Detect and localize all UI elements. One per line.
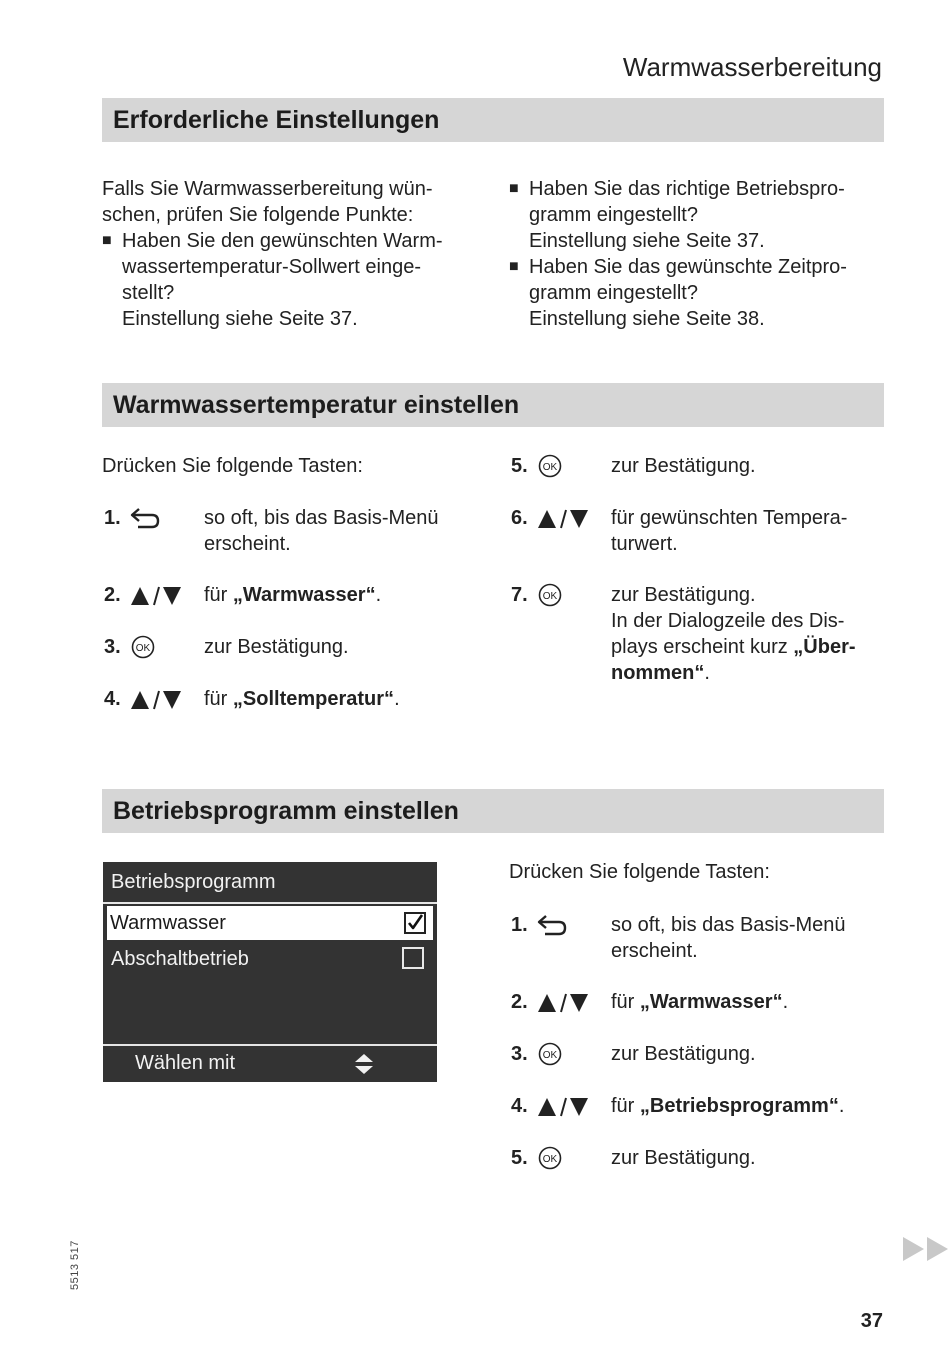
step-text: für „Solltemperatur“. [204,688,400,710]
step-keyword: nommen“ [611,662,705,684]
back-arrow-icon [537,913,567,937]
instruction-intro: Drücken Sie folgende Tasten: [509,861,770,883]
bullet-square: ■ [509,258,519,275]
page-number: 37 [860,1310,883,1332]
checkbox-checked[interactable] [404,912,426,934]
bullet-text: Einstellung siehe Seite 37. [529,230,765,252]
bullet-text: Haben Sie das gewünschte Zeitpro- [529,256,847,278]
bullet-text: wassertemperatur-Sollwert einge- [122,256,422,278]
step-text: In der Dialogzeile des Dis- [611,610,845,632]
step-number: 1. [511,914,528,936]
step-keyword: „Warmwasser“ [232,584,376,606]
step-number: 4. [511,1095,528,1117]
bullet-text: gramm eingestellt? [529,282,698,304]
bullet-text: Haben Sie den gewünschten Warm- [122,230,443,252]
step-keyword: „Über- [793,636,856,658]
instruction-intro: Drücken Sie folgende Tasten: [102,455,363,477]
step-number: 3. [104,636,121,658]
display-title: Betriebsprogramm [111,871,276,893]
intro-line: Falls Sie Warmwasserbereitung wün- [102,178,433,200]
step-text: erscheint. [204,533,291,555]
step-text: plays erscheint kurz „Über- [611,636,856,658]
svg-text:OK: OK [542,462,558,473]
up-down-arrows-icon [130,689,184,711]
step-keyword: „Betriebsprogramm“ [639,1095,839,1117]
section-title-warmwassertemperatur: Warmwassertemperatur einstellen [102,383,884,427]
up-down-select-icon [353,1053,375,1075]
step-number: 2. [511,991,528,1013]
bullet-text: stellt? [122,282,175,304]
step-number: 5. [511,455,528,477]
svg-text:OK: OK [542,591,558,602]
step-number: 1. [104,507,121,529]
step-text: zur Bestätigung. [611,455,756,477]
back-arrow-icon [130,506,160,530]
bullet-text: Einstellung siehe Seite 38. [529,308,765,330]
display-divider [103,902,437,904]
checkmark-icon [406,914,424,932]
step-text: für „Warmwasser“. [611,991,789,1013]
bullet-text: gramm eingestellt? [529,204,698,226]
step-number: 6. [511,507,528,529]
step-number: 3. [511,1043,528,1065]
ok-button-icon [538,1146,562,1170]
display-screen [103,862,437,1082]
step-number: 7. [511,584,528,606]
up-down-arrows-icon [537,1096,591,1118]
step-number: 2. [104,584,121,606]
doc-code: 5513 517 [69,1240,81,1290]
display-footer-label: Wählen mit [135,1052,236,1074]
display-option-warmwasser[interactable] [107,906,433,940]
step-text: so oft, bis das Basis-Menü [204,507,439,529]
section-title-erforderliche-einstellungen: Erforderliche Einstellungen [102,98,884,142]
checkbox-unchecked[interactable] [402,947,424,969]
bullet-square: ■ [509,180,519,197]
step-text: für „Betriebsprogramm“. [611,1095,845,1117]
up-down-arrows-icon [537,508,591,530]
ok-button-icon [538,454,562,478]
double-arrow-next-icon[interactable] [902,1236,950,1262]
step-text: turwert. [611,533,678,555]
step-text: so oft, bis das Basis-Menü [611,914,846,936]
step-text: nommen“. [611,662,710,684]
step-number: 4. [104,688,121,710]
bullet-text: Haben Sie das richtige Betriebspro- [529,178,845,200]
ok-button-icon [538,583,562,607]
step-text: zur Bestätigung. [204,636,349,658]
bullet-square: ■ [102,232,112,249]
step-text: zur Bestätigung. [611,584,756,606]
step-text: für gewünschten Tempera- [611,507,848,529]
svg-text:OK: OK [542,1050,558,1061]
ok-button-icon [131,635,155,659]
step-text: für „Warmwasser“. [204,584,382,606]
step-text: zur Bestätigung. [611,1043,756,1065]
display-divider [103,1044,437,1046]
up-down-arrows-icon [537,992,591,1014]
up-down-arrows-icon [130,585,184,607]
svg-text:OK: OK [135,643,151,654]
bullet-text: Einstellung siehe Seite 37. [122,308,358,330]
ok-button-icon [538,1042,562,1066]
step-keyword: „Warmwasser“ [639,991,783,1013]
step-keyword: „Solltemperatur“ [232,688,395,710]
step-text: zur Bestätigung. [611,1147,756,1169]
option-label: Warmwasser [110,912,226,934]
section-title-betriebsprogramm: Betriebsprogramm einstellen [102,789,884,833]
running-title: Warmwasserbereitung [622,52,882,82]
display-option-abschaltbetrieb[interactable]: Abschaltbetrieb [111,948,249,970]
step-text: erscheint. [611,940,698,962]
svg-text:OK: OK [542,1154,558,1165]
step-number: 5. [511,1147,528,1169]
intro-line: schen, prüfen Sie folgende Punkte: [102,204,414,226]
